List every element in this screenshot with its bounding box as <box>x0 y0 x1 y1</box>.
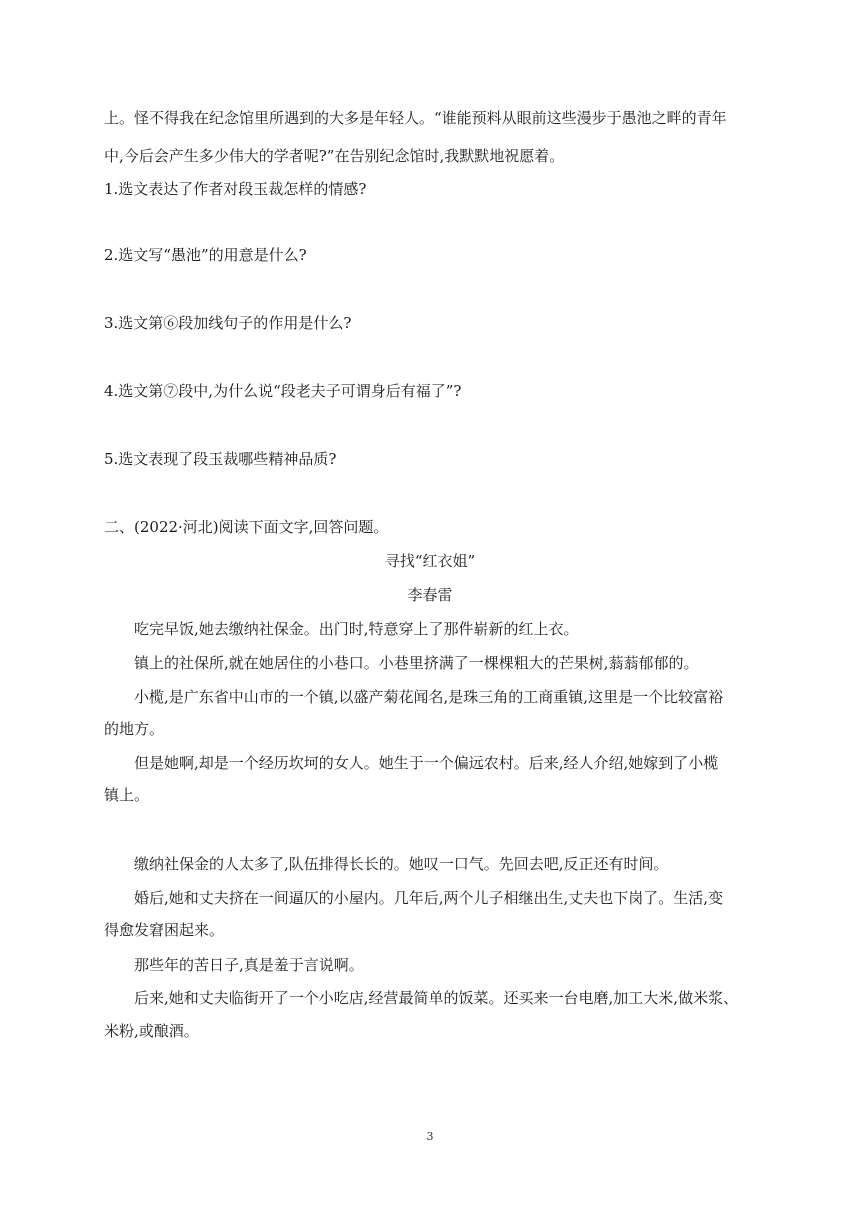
section-heading: 二、(2022·河北)阅读下面文字,回答问题。 <box>104 518 389 536</box>
carryover-text-line-1: 上。怪不得我在纪念馆里所遇到的大多是年轻人。“谁能预料从眼前这些漫步于愚池之畔的青年 <box>104 109 727 127</box>
paragraph-3-line-2: 的地方。 <box>104 720 165 738</box>
paragraph-6-line-2: 得愈发窘困起来。 <box>104 921 225 939</box>
carryover-text-line-2: 中,今后会产生多少伟大的学者呢?”在告别纪念馆时,我默默地祝愿着。 <box>104 147 565 165</box>
paragraph-3-line-1: 小榄,是广东省中山市的一个镇,以盛产菊花闻名,是珠三角的工商重镇,这里是一个比较富裕 <box>134 688 724 706</box>
article-author: 李春雷 <box>407 586 453 604</box>
question-5: 5.选文表现了段玉裁哪些精神品质? <box>104 450 337 468</box>
page-number: 3 <box>426 1130 434 1143</box>
paragraph-2: 镇上的社保所,就在她居住的小巷口。小巷里挤满了一棵棵粗大的芒果树,蓊蓊郁郁的。 <box>134 654 699 672</box>
paragraph-8-line-2: 米粉,或酿酒。 <box>104 1022 199 1040</box>
article-title: 寻找“红衣姐” <box>384 552 476 570</box>
paragraph-1: 吃完早饭,她去缴纳社保金。出门时,特意穿上了那件崭新的红上衣。 <box>134 620 579 638</box>
paragraph-4-line-1: 但是她啊,却是一个经历坎坷的女人。她生于一个偏远农村。后来,经人介绍,她嫁到了小榄 <box>134 754 719 772</box>
question-2: 2.选文写“愚池”的用意是什么? <box>104 246 307 264</box>
question-1: 1.选文表达了作者对段玉裁怎样的情感? <box>104 180 367 198</box>
paragraph-4-line-2: 镇上。 <box>104 786 150 804</box>
paragraph-6-line-1: 婚后,她和丈夫挤在一间逼仄的小屋内。几年后,两个儿子相继出生,丈夫也下岗了。生活,变 <box>134 889 724 907</box>
paragraph-5: 缴纳社保金的人太多了,队伍排得长长的。她叹一口气。先回去吧,反正还有时间。 <box>134 855 669 873</box>
question-3: 3.选文第⑥段加线句子的作用是什么? <box>104 314 352 332</box>
paragraph-8-line-1: 后来,她和丈夫临街开了一个小吃店,经营最简单的饭菜。还买来一台电磨,加工大米,做米浆、 <box>134 989 739 1007</box>
question-4: 4.选文第⑦段中,为什么说“段老夫子可谓身后有福了”? <box>104 382 462 400</box>
paragraph-7: 那些年的苦日子,真是羞于言说啊。 <box>134 956 364 974</box>
